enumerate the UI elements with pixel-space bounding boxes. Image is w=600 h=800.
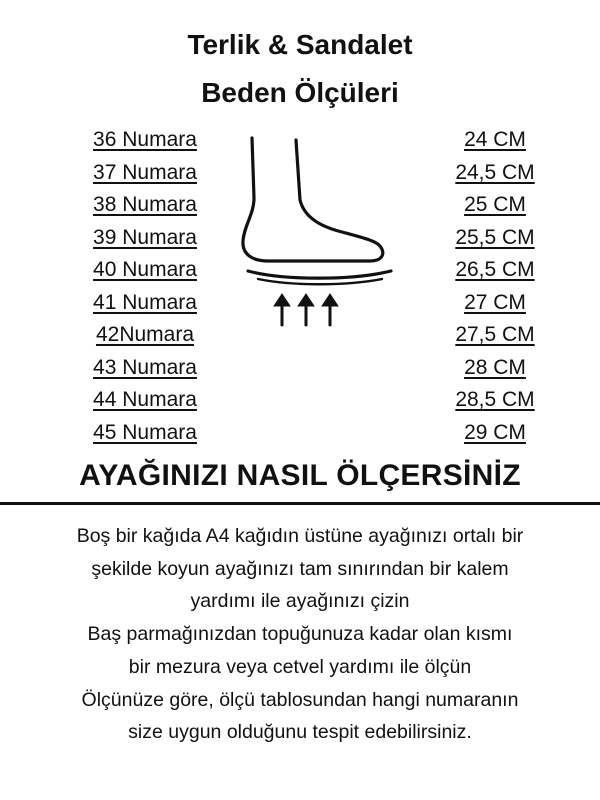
foot-measure-icon [230, 128, 400, 328]
instruction-line: size uygun olduğunu tespit edebilirsiniz. [128, 721, 472, 744]
page-subtitle: Beden Ölçüleri [201, 77, 399, 108]
insole-inner-line [258, 279, 382, 284]
length-column [440, 124, 550, 449]
instructions-text [0, 520, 600, 749]
instruction-line: Ölçünüze göre, ölçü tablosundan hangi numaranın [81, 688, 519, 711]
length-label: 25 CM [464, 193, 526, 216]
size-label: 42Numara [95, 323, 195, 346]
length-label: 28,5 CM [455, 388, 535, 411]
length-label: 25,5 CM [455, 225, 535, 249]
size-label: 36 Numara [93, 128, 197, 151]
size-label: 41 Numara [93, 290, 197, 314]
instruction-line: Boş bir kağıda A4 kağıdın üstüne ayağınızı ortalı bir [76, 525, 524, 547]
length-label: 27 CM [464, 290, 526, 314]
length-label: 24,5 CM [455, 160, 535, 184]
size-label: 39 Numara [93, 225, 197, 249]
length-label: 24 CM [464, 128, 526, 151]
length-label: 27,5 CM [455, 323, 535, 346]
size-label: 40 Numara [93, 258, 197, 281]
page-title: Terlik & Sandalet [187, 29, 413, 60]
how-to-measure-heading: AYAĞINIZI NASIL ÖLÇERSİNİZ [79, 459, 521, 492]
arrow-up-icon [274, 294, 290, 325]
foot-back-outline [243, 138, 383, 261]
instruction-line: yardımı ile ayağınızı çizin [190, 590, 410, 613]
length-label: 29 CM [464, 420, 526, 444]
length-label: 28 CM [464, 355, 526, 379]
instruction-line: Baş parmağınızdan topuğunuza kadar olan kısmı [87, 623, 513, 646]
arrow-up-icon [322, 294, 338, 325]
length-label: 26,5 CM [455, 258, 535, 281]
size-label: 43 Numara [93, 355, 197, 379]
size-label: 38 Numara [93, 193, 197, 216]
section-divider [0, 502, 600, 505]
instruction-line: bir mezura veya cetvel yardımı ile ölçün [128, 655, 472, 678]
size-label: 37 Numara [93, 160, 197, 184]
size-label: 45 Numara [93, 420, 197, 444]
size-label: 44 Numara [93, 388, 197, 411]
arrow-up-icon [298, 294, 314, 325]
size-column [80, 124, 210, 449]
insole-outline [248, 271, 391, 278]
instruction-line: şekilde koyun ayağınızı tam sınırından bir kalem [91, 557, 509, 580]
